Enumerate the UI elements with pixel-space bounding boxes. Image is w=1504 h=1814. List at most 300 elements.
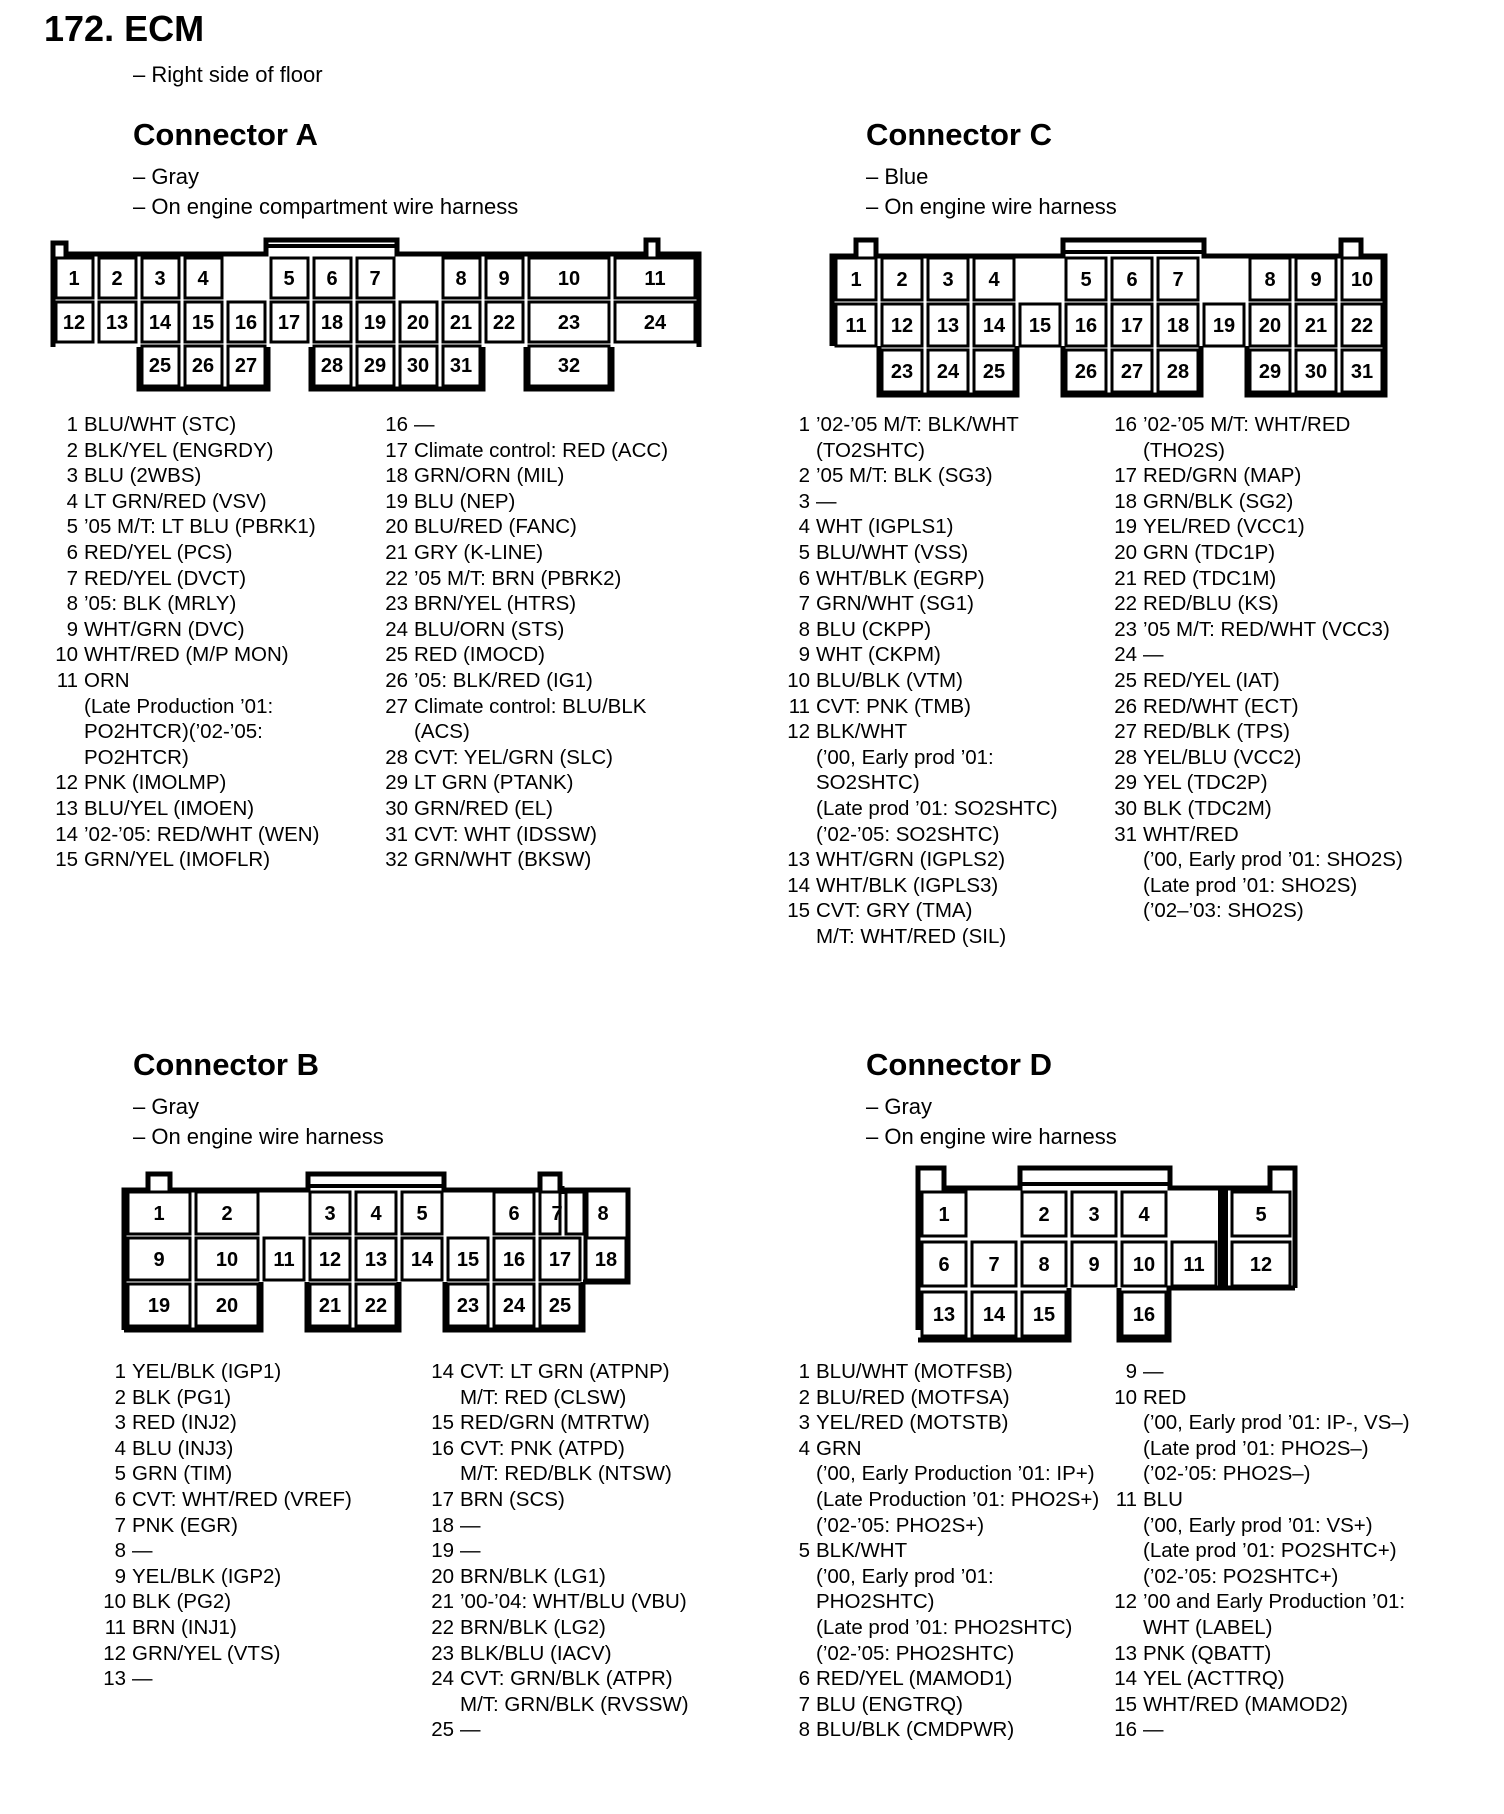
- pin-description: YEL/RED (MOTSTB): [816, 1411, 1009, 1435]
- pin-description: GRN/BLK (SG2): [1143, 489, 1294, 513]
- pin-number: 28: [1114, 745, 1137, 769]
- pin-description: RED/YEL (MAMOD1): [816, 1667, 1013, 1691]
- pin-number: 17: [385, 438, 408, 462]
- pin-entry: [92, 1436, 352, 1462]
- svg-text:25: 25: [548, 1295, 572, 1317]
- pin-number: 8: [114, 1539, 126, 1563]
- svg-text:15: 15: [1028, 315, 1052, 337]
- pin-number: 28: [385, 745, 408, 769]
- svg-text:8: 8: [597, 1203, 609, 1225]
- svg-text:9: 9: [1310, 269, 1322, 291]
- svg-text:12: 12: [1249, 1254, 1273, 1276]
- pin-number: 6: [798, 1667, 810, 1691]
- pin-description: BLU/WHT (MOTFSB): [816, 1360, 1013, 1383]
- pin-number: 10: [55, 643, 78, 667]
- pin-description: BLU (’00, Early prod ’01: VS+) (Late prod ’01: PO2SHTC+) (’02-’05: PO2SHTC+): [1143, 1487, 1397, 1588]
- svg-text:3: 3: [942, 269, 954, 291]
- pin-description: ’05: BLK (MRLY): [84, 592, 237, 616]
- pin-number: 13: [1114, 1641, 1137, 1665]
- pin-description: BLU (2WBS): [84, 464, 202, 488]
- pin-description: —: [460, 1718, 481, 1742]
- pin-number: 9: [66, 617, 78, 641]
- svg-text:4: 4: [988, 269, 1000, 291]
- svg-text:21: 21: [318, 1295, 342, 1317]
- pin-number: 5: [114, 1462, 126, 1486]
- pin-number: 30: [1114, 796, 1137, 820]
- pin-description: GRY (K-LINE): [414, 540, 544, 564]
- svg-text:12: 12: [62, 312, 86, 334]
- pin-number: 1: [798, 1360, 810, 1383]
- pin-description: CVT: PNK (ATPD) M/T: RED/BLK (NTSW): [460, 1436, 672, 1486]
- svg-text:8: 8: [455, 268, 467, 290]
- svg-text:23: 23: [456, 1295, 480, 1317]
- pin-number: 14: [787, 873, 810, 897]
- pin-entry: [1103, 1666, 1410, 1692]
- pin-number: 27: [385, 694, 408, 718]
- pin-description: GRN/RED (EL): [414, 796, 553, 820]
- pin-description: WHT/BLK (EGRP): [816, 566, 985, 590]
- pin-entry: [1103, 1717, 1410, 1743]
- pin-number: 24: [431, 1667, 454, 1691]
- svg-text:17: 17: [1120, 315, 1144, 337]
- svg-text:4: 4: [1138, 1204, 1150, 1226]
- pin-description: WHT/RED (’00, Early prod ’01: SHO2S) (Late prod ’01: SHO2S) (’02–’03: SHO2S): [1143, 822, 1403, 923]
- pin-number: 17: [431, 1487, 454, 1511]
- pin-number: 19: [431, 1539, 454, 1563]
- svg-text:10: 10: [1350, 269, 1374, 291]
- pin-entry: [420, 1589, 689, 1615]
- pin-description: ’05 M/T: BLK (SG3): [816, 464, 993, 488]
- pin-number: 3: [66, 464, 78, 488]
- pin-number: 13: [787, 848, 810, 872]
- pin-entry: [776, 1436, 1099, 1538]
- pin-entry: [420, 1436, 689, 1487]
- pin-number: 22: [1114, 592, 1137, 616]
- pin-number: 2: [114, 1385, 126, 1409]
- pin-description: CVT: PNK (TMB): [816, 694, 971, 718]
- pin-number: 29: [1114, 771, 1137, 795]
- svg-text:25: 25: [982, 361, 1006, 383]
- svg-text:8: 8: [1264, 269, 1276, 291]
- pin-description: BLK (TDC2M): [1143, 796, 1272, 820]
- svg-text:29: 29: [363, 355, 387, 377]
- pin-number: 15: [1114, 1692, 1137, 1716]
- pin-number: 13: [103, 1667, 126, 1691]
- svg-text:8: 8: [1038, 1254, 1050, 1276]
- pin-entry: [420, 1487, 689, 1513]
- svg-text:1: 1: [68, 268, 80, 290]
- pin-number: 8: [798, 1718, 810, 1742]
- pin-entry: [776, 1666, 1099, 1692]
- svg-text:7: 7: [1172, 269, 1184, 291]
- pin-number: 2: [66, 438, 78, 462]
- pin-entry: [92, 1513, 352, 1539]
- pin-number: 13: [55, 796, 78, 820]
- page-location: – Right side of floor: [133, 62, 323, 87]
- pin-description: BRN (INJ1): [132, 1615, 237, 1639]
- pin-description: BLU/RED (FANC): [414, 515, 577, 539]
- svg-text:15: 15: [456, 1249, 480, 1271]
- pin-description: PNK (EGR): [132, 1513, 238, 1537]
- pin-entry: [92, 1359, 352, 1385]
- svg-text:14: 14: [148, 312, 172, 334]
- pin-entry: [1103, 1692, 1410, 1718]
- pin-entry: [420, 1538, 689, 1564]
- pin-description: YEL (ACTTRQ): [1143, 1667, 1285, 1691]
- pin-number: 16: [431, 1436, 454, 1460]
- pin-number: 6: [114, 1487, 126, 1511]
- connector-b-pins-left: [92, 1359, 352, 1692]
- pin-number: 20: [431, 1564, 454, 1588]
- pin-number: 14: [1114, 1667, 1137, 1691]
- svg-text:14: 14: [982, 315, 1006, 337]
- pin-description: ’02-’05 M/T: WHT/RED (THO2S): [1143, 413, 1351, 462]
- svg-text:3: 3: [1088, 1204, 1100, 1226]
- svg-text:3: 3: [324, 1203, 336, 1225]
- pin-number: 12: [55, 771, 78, 795]
- pin-description: BLU (CKPP): [816, 617, 932, 641]
- pin-entry: [92, 1385, 352, 1411]
- svg-text:10: 10: [557, 268, 581, 290]
- pin-number: 8: [798, 617, 810, 641]
- pin-description: CVT: WHT/RED (VREF): [132, 1487, 352, 1511]
- svg-text:2: 2: [1038, 1204, 1050, 1226]
- svg-text:11: 11: [1183, 1254, 1205, 1276]
- pin-entry: [92, 1589, 352, 1615]
- svg-text:14: 14: [410, 1249, 434, 1271]
- svg-text:30: 30: [1304, 361, 1328, 383]
- pin-description: —: [460, 1513, 481, 1537]
- svg-text:10: 10: [1132, 1254, 1156, 1276]
- pin-entry: [776, 1538, 1099, 1666]
- pin-description: RED/BLU (KS): [1143, 592, 1279, 616]
- pin-entry: [420, 1513, 689, 1539]
- pin-entry: [420, 1666, 689, 1717]
- pin-description: Climate control: BLU/BLK (ACS): [414, 694, 647, 744]
- svg-text:24: 24: [643, 312, 667, 334]
- connector-a-color: – Gray: [133, 164, 200, 189]
- svg-text:15: 15: [191, 312, 215, 334]
- pin-description: ’05: BLK/RED (IG1): [414, 668, 593, 692]
- connector-b-color: – Gray: [133, 1094, 200, 1119]
- pin-number: 12: [1114, 1590, 1137, 1614]
- pin-description: ’05 M/T: LT BLU (PBRK1): [84, 515, 316, 539]
- pin-number: 7: [66, 566, 78, 590]
- pin-number: 5: [798, 540, 810, 564]
- pin-number: 20: [1114, 540, 1137, 564]
- pin-entry: [776, 1385, 1099, 1411]
- pin-number: 21: [385, 540, 408, 564]
- connector-b-harness: – On engine wire harness: [133, 1124, 384, 1149]
- pin-entry: [92, 1564, 352, 1590]
- pin-description: YEL/RED (VCC1): [1143, 515, 1305, 539]
- pin-description: RED/YEL (PCS): [84, 540, 233, 564]
- svg-text:7: 7: [369, 268, 381, 290]
- pin-number: 9: [114, 1564, 126, 1588]
- pin-number: 9: [1125, 1360, 1137, 1383]
- pin-description: RED (TDC1M): [1143, 566, 1277, 590]
- pin-number: 11: [788, 694, 810, 718]
- pin-number: 25: [1114, 668, 1137, 692]
- svg-text:13: 13: [932, 1304, 956, 1326]
- svg-text:6: 6: [326, 268, 338, 290]
- svg-text:16: 16: [1074, 315, 1098, 337]
- pin-number: 24: [385, 617, 408, 641]
- pin-entry: [420, 1641, 689, 1667]
- svg-text:18: 18: [594, 1249, 618, 1271]
- svg-text:12: 12: [318, 1249, 342, 1271]
- pin-number: 31: [385, 822, 408, 846]
- svg-text:3: 3: [154, 268, 166, 290]
- pin-number: 8: [66, 592, 78, 616]
- pin-number: 9: [798, 643, 810, 667]
- connector-d-harness: – On engine wire harness: [866, 1124, 1117, 1149]
- pin-description: BLU (INJ3): [132, 1436, 234, 1460]
- pin-description: —: [1143, 1718, 1164, 1742]
- svg-text:20: 20: [215, 1295, 239, 1317]
- svg-text:29: 29: [1258, 361, 1282, 383]
- pin-description: BLU/BLK (CMDPWR): [816, 1718, 1015, 1742]
- svg-text:27: 27: [234, 355, 258, 377]
- pin-description: BLK (PG2): [132, 1590, 232, 1614]
- pin-description: WHT (CKPM): [816, 643, 941, 667]
- pin-number: 3: [798, 1411, 810, 1435]
- svg-text:22: 22: [492, 312, 516, 334]
- pin-number: 21: [431, 1590, 454, 1614]
- pin-description: —: [460, 1539, 481, 1563]
- svg-text:13: 13: [936, 315, 960, 337]
- pin-description: YEL/BLK (IGP2): [132, 1564, 282, 1588]
- svg-text:6: 6: [938, 1254, 950, 1276]
- pin-number: 4: [798, 515, 810, 539]
- svg-text:26: 26: [1074, 361, 1098, 383]
- pin-number: 7: [114, 1513, 126, 1537]
- pin-number: 10: [787, 668, 810, 692]
- svg-text:9: 9: [153, 1249, 165, 1271]
- svg-text:9: 9: [1088, 1254, 1100, 1276]
- svg-text:7: 7: [551, 1203, 563, 1225]
- pin-number: 32: [385, 848, 408, 872]
- pin-description: BLU/YEL (IMOEN): [84, 796, 255, 820]
- svg-text:5: 5: [1255, 1204, 1267, 1226]
- pin-description: YEL/BLU (VCC2): [1143, 745, 1302, 769]
- pin-number: 12: [787, 720, 810, 744]
- pin-description: RED/GRN (MTRTW): [460, 1411, 650, 1435]
- svg-text:10: 10: [215, 1249, 239, 1271]
- pin-number: 16: [1114, 413, 1137, 436]
- pin-number: 18: [385, 464, 408, 488]
- pin-number: 31: [1114, 822, 1137, 846]
- pin-description: CVT: WHT (IDSSW): [414, 822, 597, 846]
- svg-text:22: 22: [364, 1295, 388, 1317]
- svg-text:16: 16: [234, 312, 258, 334]
- pin-number: 15: [431, 1411, 454, 1435]
- pin-description: WHT/GRN (IGPLS2): [816, 848, 1006, 872]
- connector-c-harness: – On engine wire harness: [866, 194, 1117, 219]
- connector-d-pins-left: [776, 1359, 1099, 1743]
- svg-text:1: 1: [153, 1203, 165, 1225]
- pin-description: GRN (TDC1P): [1143, 540, 1276, 564]
- svg-text:27: 27: [1120, 361, 1144, 383]
- svg-text:2: 2: [221, 1203, 233, 1225]
- svg-text:20: 20: [406, 312, 430, 334]
- connector-b-title: Connector B: [133, 1047, 319, 1082]
- svg-text:13: 13: [364, 1249, 388, 1271]
- pin-number: 16: [385, 413, 408, 436]
- pin-description: RED (INJ2): [132, 1411, 237, 1435]
- pin-entry: [420, 1615, 689, 1641]
- pin-description: BLK/YEL (ENGRDY): [84, 438, 274, 462]
- svg-text:26: 26: [191, 355, 215, 377]
- svg-text:17: 17: [277, 312, 301, 334]
- pin-number: 10: [103, 1590, 126, 1614]
- svg-text:24: 24: [936, 361, 960, 383]
- pin-entry: [1103, 1641, 1410, 1667]
- pin-entry: [776, 1410, 1099, 1436]
- pin-description: GRN/YEL (IMOFLR): [84, 848, 271, 872]
- pin-number: 20: [385, 515, 408, 539]
- pin-number: 25: [431, 1718, 454, 1742]
- pin-entry: [92, 1641, 352, 1667]
- pin-description: BLU/WHT (STC): [84, 413, 237, 436]
- pin-description: —: [816, 489, 837, 513]
- pin-description: BLU/BLK (VTM): [816, 668, 963, 692]
- svg-text:23: 23: [890, 361, 914, 383]
- pin-number: 14: [55, 822, 78, 846]
- pin-description: RED (IMOCD): [414, 643, 545, 667]
- pin-number: 16: [1114, 1718, 1137, 1742]
- svg-text:23: 23: [557, 312, 581, 334]
- pin-description: BLU (NEP): [414, 489, 516, 513]
- svg-text:30: 30: [406, 355, 430, 377]
- pin-description: BRN (SCS): [460, 1487, 565, 1511]
- page-title: 172. ECM: [44, 8, 205, 49]
- pin-description: ’05 M/T: RED/WHT (VCC3): [1143, 617, 1390, 641]
- svg-text:5: 5: [283, 268, 295, 290]
- svg-text:16: 16: [502, 1249, 526, 1271]
- pin-number: 29: [385, 771, 408, 795]
- connector-c-title: Connector C: [866, 117, 1052, 152]
- pin-number: 18: [1114, 489, 1137, 513]
- pin-number: 25: [385, 643, 408, 667]
- pin-description: CVT: GRN/BLK (ATPR) M/T: GRN/BLK (RVSSW): [460, 1667, 689, 1716]
- pin-description: —: [1143, 1360, 1164, 1383]
- pin-number: 11: [104, 1615, 126, 1639]
- pin-entry: [776, 1692, 1099, 1718]
- pin-entry: [92, 1487, 352, 1513]
- pin-description: YEL/BLK (IGP1): [132, 1360, 282, 1383]
- pin-number: 2: [798, 464, 810, 488]
- svg-text:5: 5: [1080, 269, 1092, 291]
- pin-entry: [1103, 1385, 1410, 1487]
- pin-entry: [92, 1538, 352, 1564]
- svg-text:2: 2: [111, 268, 123, 290]
- svg-text:24: 24: [502, 1295, 526, 1317]
- pin-number: 23: [385, 592, 408, 616]
- svg-text:2: 2: [896, 269, 908, 291]
- pin-entry: [92, 1666, 352, 1692]
- pin-number: 1: [114, 1360, 126, 1383]
- svg-text:1: 1: [850, 269, 862, 291]
- pin-description: BRN/BLK (LG2): [460, 1615, 606, 1639]
- pin-number: 30: [385, 796, 408, 820]
- connector-d-color: – Gray: [866, 1094, 933, 1119]
- pin-description: CVT: YEL/GRN (SLC): [414, 745, 613, 769]
- pin-number: 7: [798, 592, 810, 616]
- pin-entry: [92, 1615, 352, 1641]
- pin-entry: [92, 1410, 352, 1436]
- pin-number: 23: [431, 1641, 454, 1665]
- pin-number: 27: [1114, 720, 1137, 744]
- pin-number: 24: [1114, 643, 1137, 667]
- pin-description: BLU (ENGTRQ): [816, 1692, 963, 1716]
- pin-description: RED/YEL (IAT): [1143, 668, 1280, 692]
- pin-number: 17: [1114, 464, 1137, 488]
- svg-text:21: 21: [1304, 315, 1328, 337]
- pin-entry: [420, 1410, 689, 1436]
- pin-description: RED/YEL (DVCT): [84, 566, 247, 590]
- pin-number: 2: [798, 1385, 810, 1409]
- pin-description: ORN (Late Production ’01: PO2HTCR)(’02-’05: PO2HTCR): [84, 668, 274, 769]
- pin-description: WHT/RED (M/P MON): [84, 643, 289, 667]
- pin-entry: [420, 1359, 689, 1410]
- pin-entry: [420, 1564, 689, 1590]
- pin-number: 15: [55, 848, 78, 872]
- pin-number: 22: [385, 566, 408, 590]
- svg-text:14: 14: [982, 1304, 1006, 1326]
- pin-number: 22: [431, 1615, 454, 1639]
- svg-text:31: 31: [1350, 361, 1374, 383]
- svg-text:6: 6: [1126, 269, 1138, 291]
- svg-text:5: 5: [416, 1203, 428, 1225]
- connector-c-color: – Blue: [866, 164, 929, 189]
- pin-entry: [776, 1717, 1099, 1743]
- pin-number: 5: [66, 515, 78, 539]
- svg-text:28: 28: [320, 355, 344, 377]
- pin-number: 14: [431, 1360, 454, 1383]
- pin-entry: [92, 1461, 352, 1487]
- connector-d-title: Connector D: [866, 1047, 1052, 1082]
- svg-text:15: 15: [1032, 1304, 1056, 1326]
- pin-description: LT GRN (PTANK): [414, 771, 574, 795]
- pin-description: PNK (IMOLMP): [84, 771, 227, 795]
- pin-number: 19: [1114, 515, 1137, 539]
- svg-text:9: 9: [498, 268, 510, 290]
- pin-description: WHT/BLK (IGPLS3): [816, 873, 999, 897]
- pin-number: 4: [798, 1436, 810, 1460]
- pin-description: —: [132, 1539, 153, 1563]
- pin-number: 26: [385, 668, 408, 692]
- svg-text:20: 20: [1258, 315, 1282, 337]
- pin-description: BLK/BLU (IACV): [460, 1641, 612, 1665]
- pin-description: RED/WHT (ECT): [1143, 694, 1299, 718]
- connector-a-harness: – On engine compartment wire harness: [133, 194, 519, 219]
- pin-description: —: [1143, 643, 1164, 667]
- pin-number: 26: [1114, 694, 1137, 718]
- pin-number: 15: [787, 899, 810, 923]
- pin-description: BLU/ORN (STS): [414, 617, 565, 641]
- svg-text:6: 6: [508, 1203, 520, 1225]
- pin-description: GRN/ORN (MIL): [414, 464, 565, 488]
- pin-number: 4: [114, 1436, 126, 1460]
- pin-description: BLU/RED (MOTFSA): [816, 1385, 1010, 1409]
- svg-text:12: 12: [890, 315, 914, 337]
- pin-number: 11: [56, 668, 78, 692]
- pin-number: 4: [66, 489, 78, 513]
- pin-description: GRN/YEL (VTS): [132, 1641, 281, 1665]
- pin-description: Climate control: RED (ACC): [414, 438, 669, 462]
- svg-text:21: 21: [449, 312, 473, 334]
